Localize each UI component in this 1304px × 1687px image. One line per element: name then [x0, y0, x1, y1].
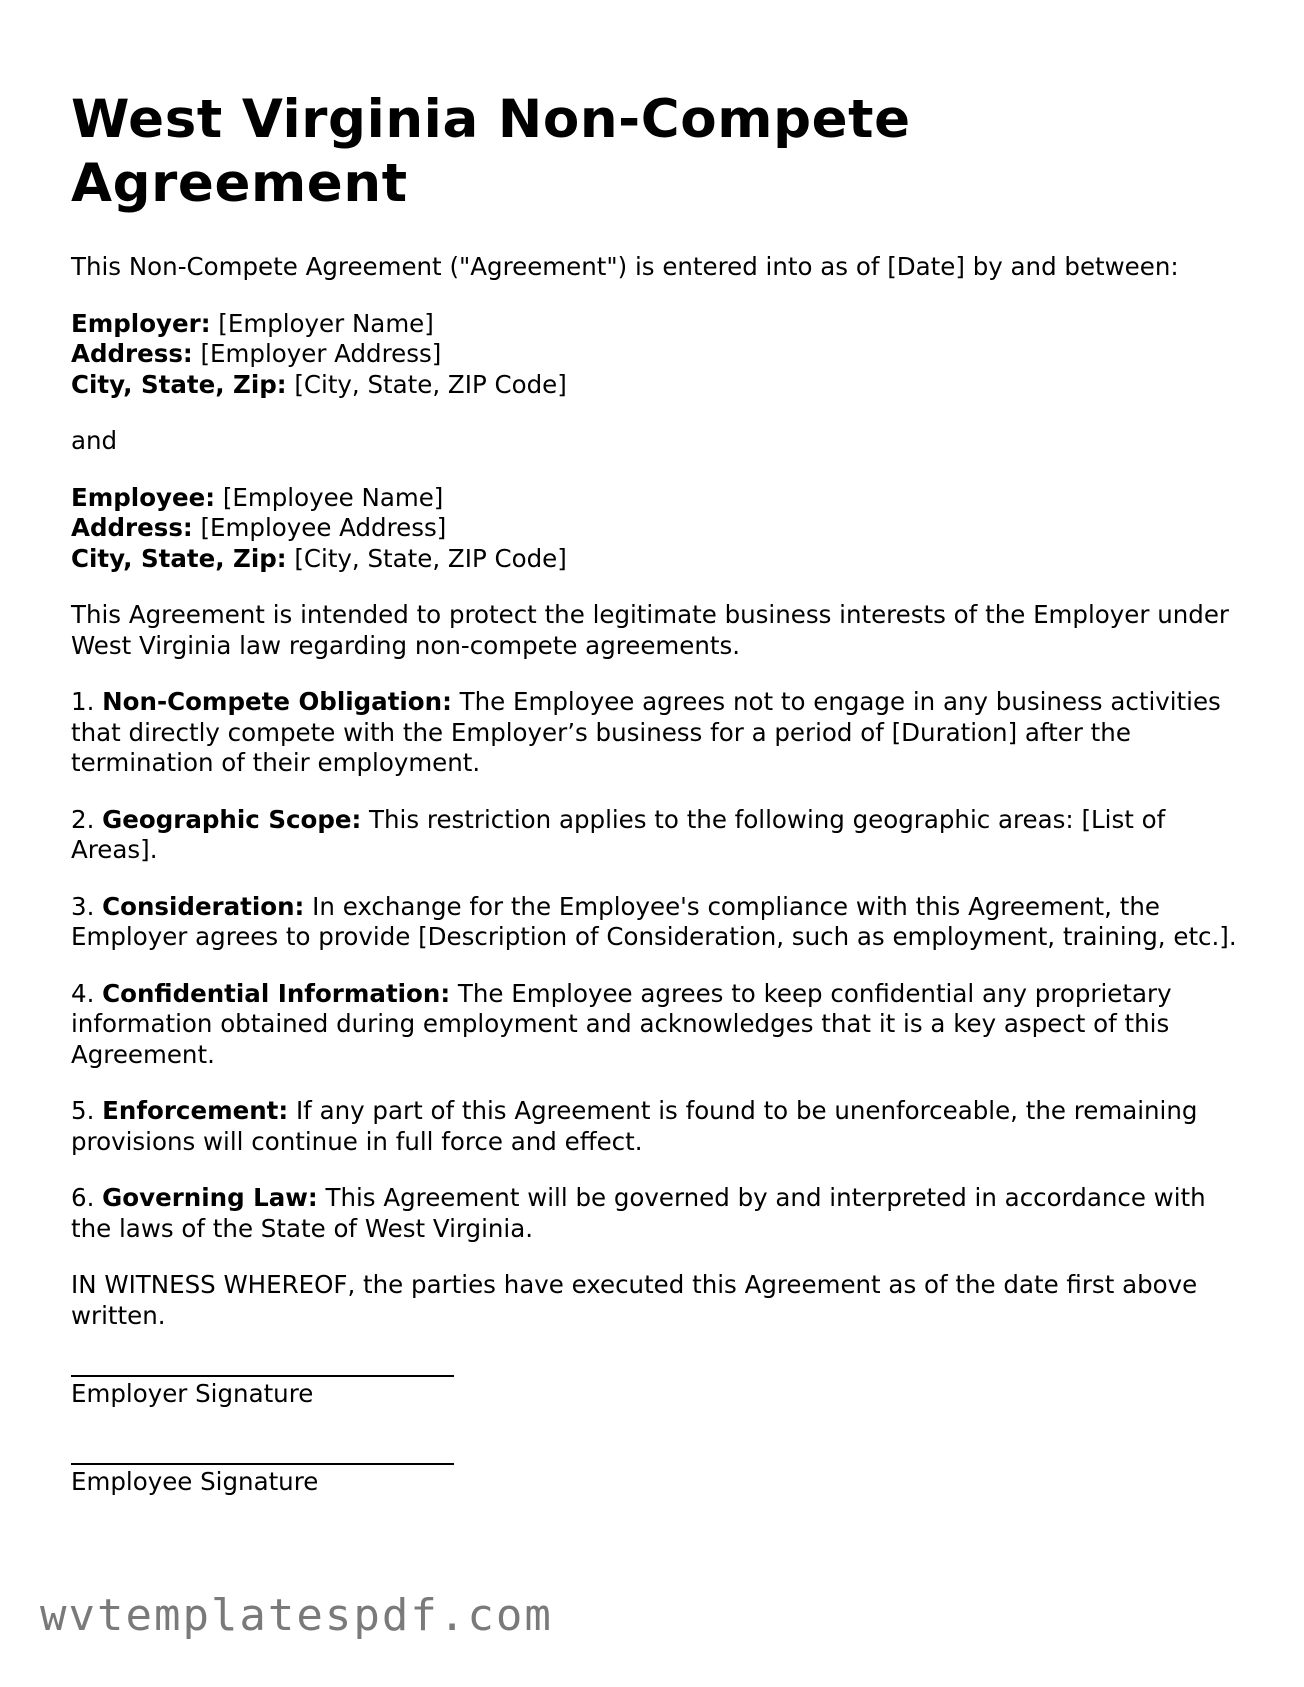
clause-enforcement	[71, 1096, 1251, 1157]
clause-number: 3.	[71, 891, 103, 921]
employer-block	[71, 309, 1251, 401]
clause-heading: Geographic Scope:	[102, 804, 362, 834]
employee-address-value: [Employee Address]	[192, 513, 447, 542]
clause-number: 5.	[71, 1096, 103, 1125]
employer-address-label: Address:	[71, 339, 193, 368]
employee-name-value: [Employee Name]	[215, 482, 444, 512]
clause-geographic-scope	[71, 805, 1251, 866]
clause-heading: Confidential Information:	[102, 978, 451, 1008]
employer-address-line	[71, 339, 1251, 370]
clause-heading: Non-Compete Obligation:	[102, 687, 452, 716]
clause-number: 4.	[71, 978, 103, 1008]
purpose-paragraph: This Agreement is intended to protect the legitimate business interests of the Employer under West Virginia law regarding non-compete agreements.	[71, 600, 1229, 660]
employer-signature-label: Employer Signature	[71, 1379, 314, 1408]
employee-name-line	[71, 483, 1251, 514]
employee-signature-line[interactable]	[71, 1463, 454, 1465]
employee-address-label: Address:	[71, 513, 193, 542]
watermark-text: wvtemplatespdf.com	[40, 1590, 553, 1641]
employer-name-value: [Employer Name]	[210, 308, 434, 338]
employee-address-line	[71, 513, 1251, 544]
employer-address-value: [Employer Address]	[192, 339, 442, 368]
clause-number: 6.	[71, 1183, 103, 1212]
employee-signature-label: Employee Signature	[71, 1467, 319, 1496]
employee-block	[71, 483, 1251, 575]
employee-name-label: Employee:	[71, 482, 216, 512]
employer-signature-block	[71, 1375, 1251, 1409]
employer-city-label: City, State, Zip:	[71, 369, 287, 399]
employer-city-line	[71, 370, 1251, 401]
document-page	[71, 88, 1251, 1551]
employer-name-label: Employer:	[71, 308, 211, 338]
clause-text: The Employee agrees to keep confidential any proprietary information obtained during employment and acknowledges that it is a key aspect of this Agreement.	[71, 978, 1172, 1069]
employer-name-line	[71, 309, 1251, 340]
document-title: West Virginia Non-Compete Agreement	[71, 89, 911, 214]
clause-number: 1.	[71, 687, 103, 716]
employee-city-line	[71, 544, 1251, 575]
conjunction-text: and	[71, 426, 118, 455]
clause-governing-law	[71, 1183, 1251, 1244]
employer-signature-line[interactable]	[71, 1375, 454, 1377]
employee-city-value: [City, State, ZIP Code]	[286, 543, 567, 573]
clause-text: If any part of this Agreement is found to be unenforceable, the remaining provisions will continue in full force and effect.	[71, 1096, 1198, 1156]
clause-confidential-information	[71, 979, 1251, 1071]
clause-text: This Agreement will be governed by and interpreted in accordance with the laws of the State of West Virginia.	[71, 1183, 1206, 1243]
employee-signature-block	[71, 1463, 1251, 1497]
witness-paragraph: IN WITNESS WHEREOF, the parties have executed this Agreement as of the date first above written.	[71, 1270, 1198, 1330]
employee-city-label: City, State, Zip:	[71, 543, 287, 573]
clause-heading: Enforcement:	[102, 1096, 289, 1125]
clause-heading: Consideration:	[102, 891, 305, 921]
intro-paragraph: This Non-Compete Agreement ("Agreement") is entered into as of [Date] by and between:	[71, 252, 1179, 281]
clause-consideration	[71, 892, 1251, 953]
clause-text: This restriction applies to the following geographic areas: [List of Areas].	[71, 804, 1166, 864]
clause-non-compete	[71, 687, 1251, 779]
clause-heading: Governing Law:	[102, 1183, 318, 1212]
clause-number: 2.	[71, 804, 103, 834]
employer-city-value: [City, State, ZIP Code]	[286, 369, 567, 399]
clause-text: In exchange for the Employee's compliance with this Agreement, the Employer agrees to provide [Description of Consideration, such as employment, training, etc.].	[71, 891, 1237, 951]
clause-text: The Employee agrees not to engage in any business activities that directly compete with the Employer’s business for a period of [Duration] after the termination of their employment.	[71, 687, 1221, 777]
